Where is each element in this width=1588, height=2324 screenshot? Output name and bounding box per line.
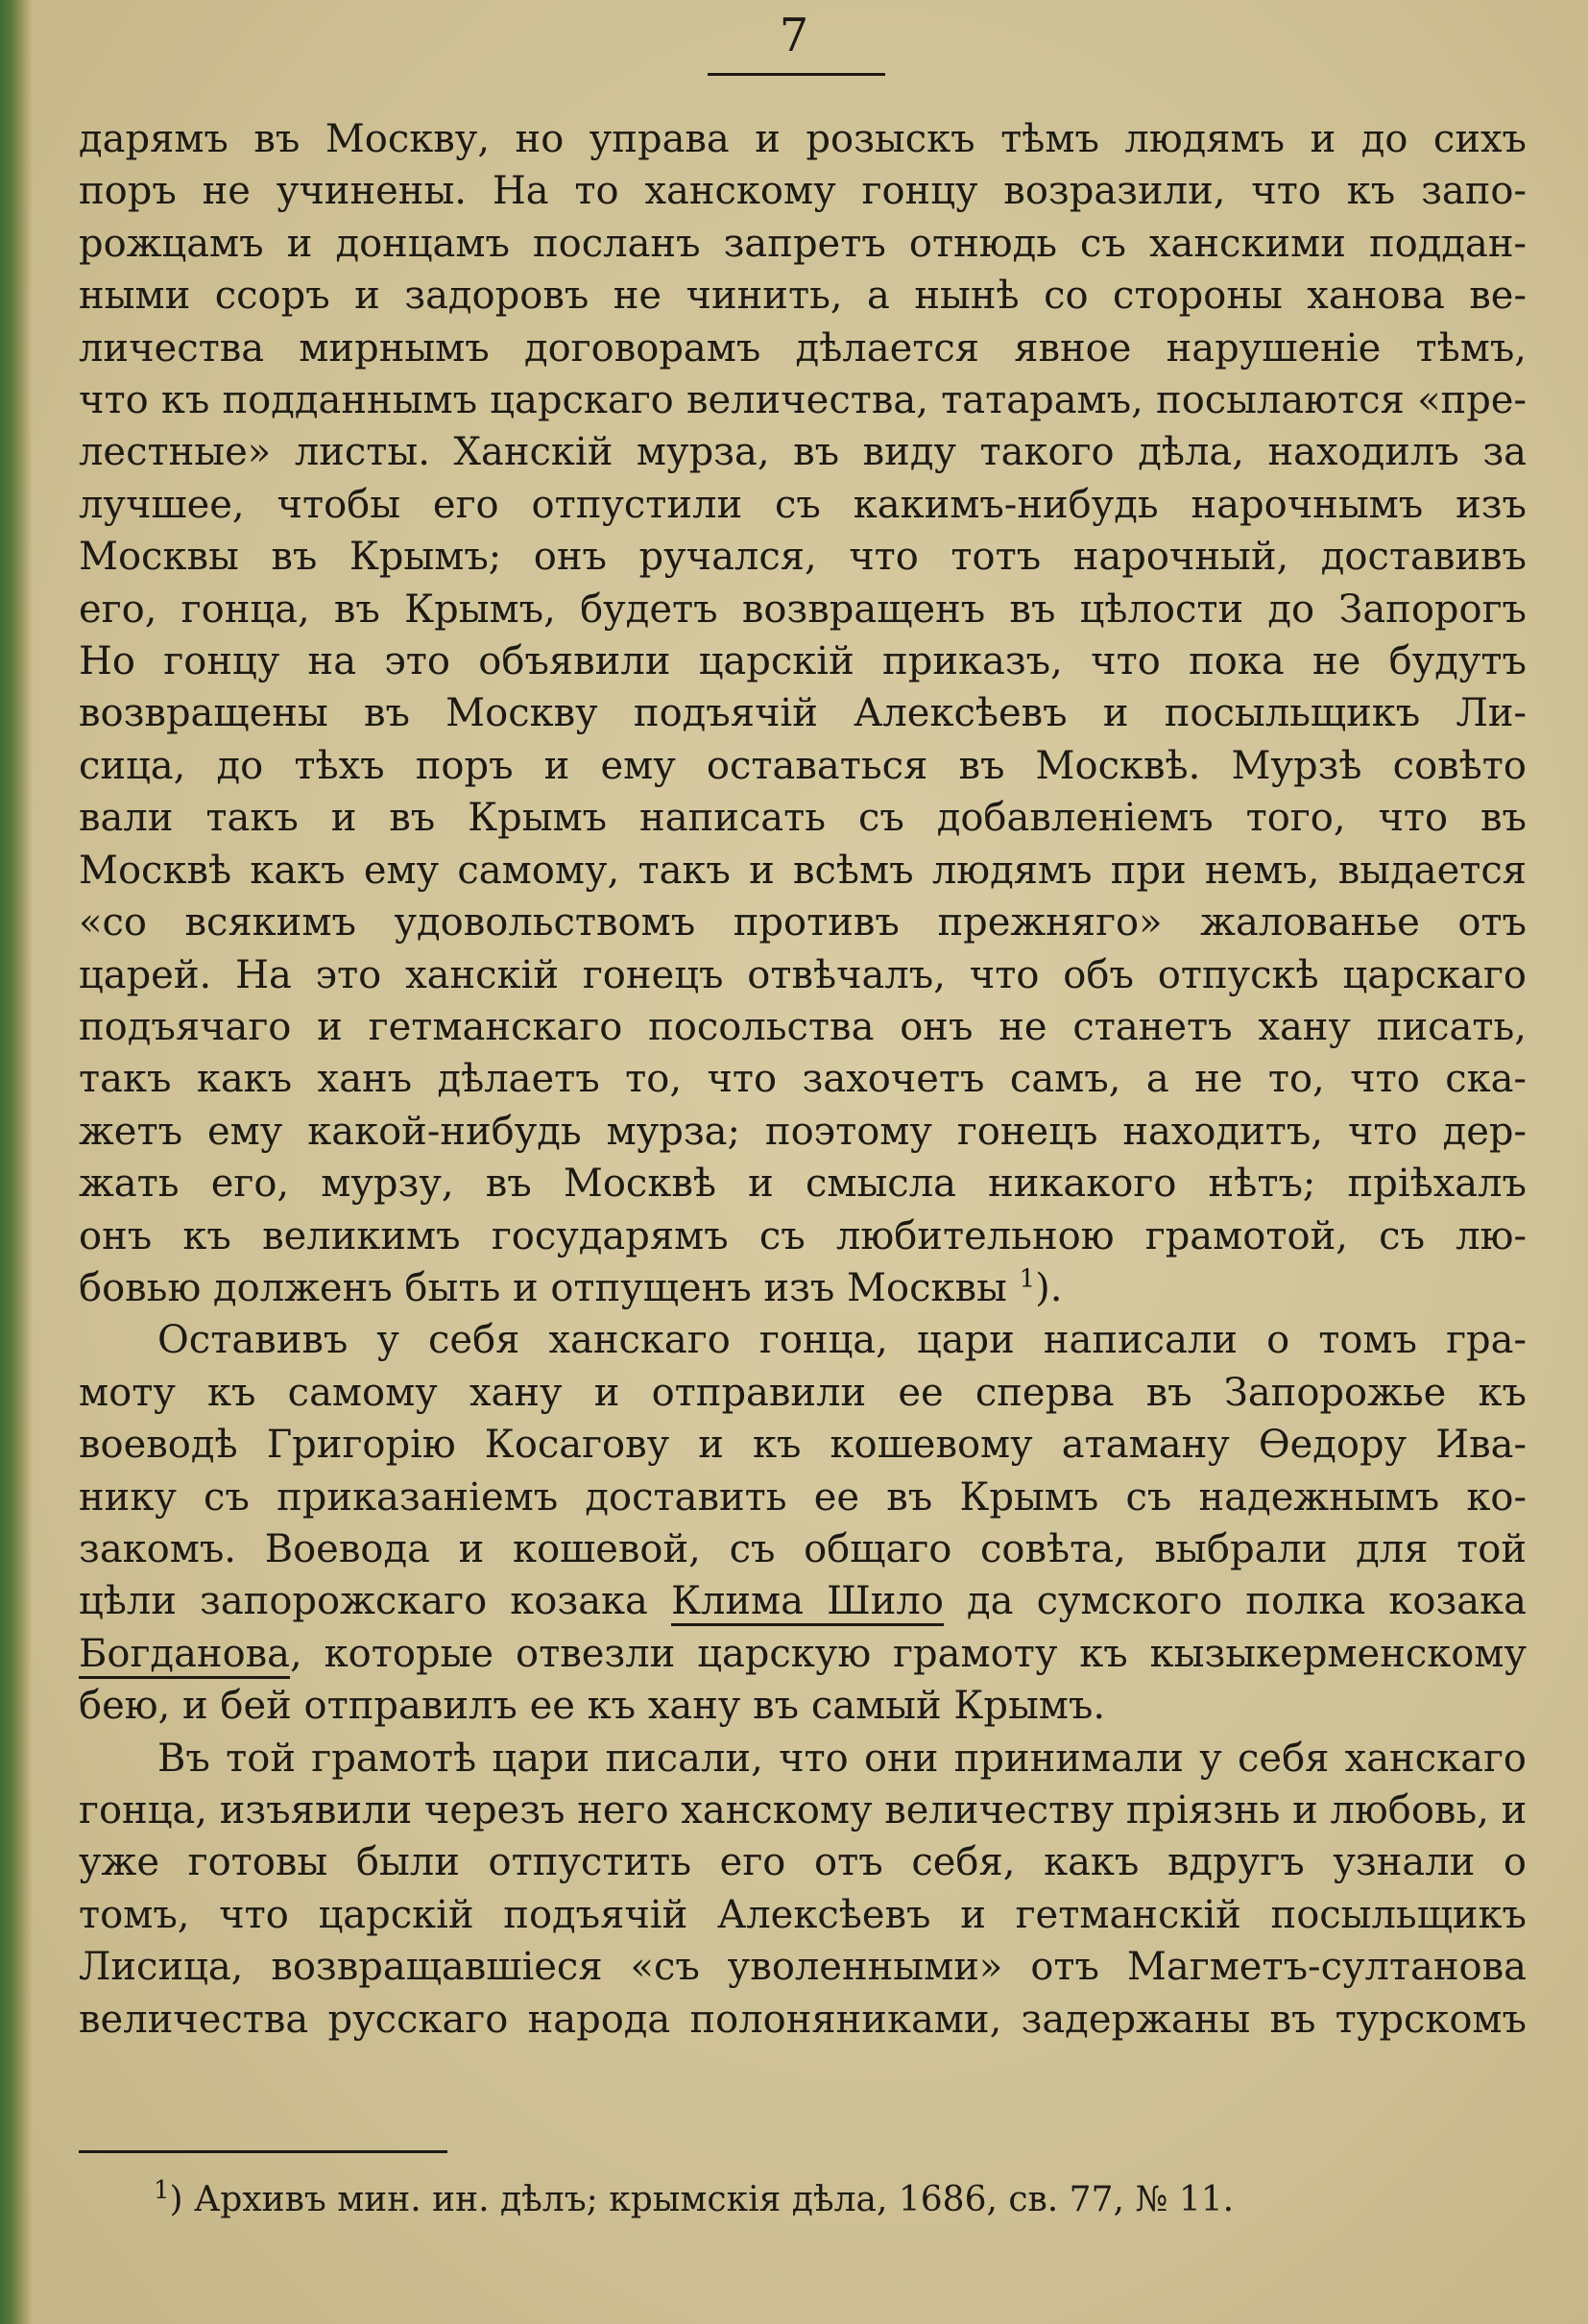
paragraph-1 [79, 113, 1527, 1314]
text-line: лестные» листы. Ханскій мурза, въ виду такого дѣла, находилъ за [79, 430, 1527, 475]
text-line: Москвѣ какъ ему самому, такъ и всѣмъ людямъ при немъ, выдается [79, 848, 1527, 893]
text-line: такъ какъ ханъ дѣлаетъ то, что захочетъ самъ, а не то, что ска- [79, 1057, 1527, 1102]
footnote-rule [79, 2150, 447, 2153]
text-fragment: , которые отвезли царскую грамоту къ кызыкерменскому [290, 1631, 1527, 1676]
text-line [79, 1628, 1527, 1680]
text-line: рожцамъ и донцамъ посланъ запретъ отнюдь съ ханскими поддан- [79, 221, 1527, 266]
text-line: моту къ самому хану и отправили ее сперва въ Запорожье къ [79, 1370, 1527, 1415]
text-line: бею, и бей отправилъ ее къ хану въ самый Крымъ. [79, 1684, 1106, 1729]
text-line: что къ подданнымъ царскаго величества, татарамъ, посылаются «пре- [79, 378, 1527, 423]
text-line [79, 1262, 1527, 1314]
text-fragment: ). [1035, 1265, 1063, 1310]
text-line: вали такъ и въ Крымъ написать съ добавленіемъ того, что въ [79, 796, 1527, 841]
body-text [79, 113, 1527, 2046]
book-spine-edge [0, 0, 33, 2324]
text-line: Въ той грамотѣ цари писали, что они принимали у себя ханскаго [157, 1736, 1527, 1781]
text-line: Но гонцу на это объявили царскій приказъ, что пока не будутъ [79, 639, 1527, 684]
text-line: воеводѣ Григорію Косагову и къ кошевому атаману Ѳедору Ива- [79, 1423, 1527, 1468]
text-line: подъячаго и гетманскаго посольства онъ не станетъ хану писать, [79, 1004, 1527, 1049]
text-line: закомъ. Воевода и кошевой, съ общаго совѣта, выбрали для той [79, 1526, 1527, 1571]
text-line: сица, до тѣхъ поръ и ему оставаться въ Москвѣ. Мурзѣ совѣто [79, 743, 1527, 788]
text-line: онъ къ великимъ государямъ съ любительною грамотой, съ лю- [79, 1213, 1527, 1258]
text-line [79, 1575, 1527, 1627]
underlined-name: Богданова [79, 1632, 290, 1679]
text-fragment: цѣли запорожскаго козака [79, 1579, 672, 1624]
text-line: Лисица, возвращавшіеся «съ уволенными» отъ Магметъ-султанова [79, 1945, 1527, 1990]
footnote [154, 2177, 1306, 2223]
page-number: 7 [779, 9, 809, 62]
text-line: жетъ ему какой-нибудь мурза; поэтому гонецъ находитъ, что дер- [79, 1109, 1527, 1154]
header-rule [708, 73, 885, 76]
text-line: Оставивъ у себя ханскаго гонца, цари написали о томъ гра- [157, 1318, 1527, 1363]
text-line: гонца, изъявили черезъ него ханскому величеству пріязнь и любовь, и [79, 1788, 1527, 1833]
underlined-name: Клима Шило [671, 1579, 944, 1626]
text-line: Москвы въ Крымъ; онъ ручался, что тотъ нарочный, доставивъ [79, 535, 1527, 580]
text-line: его, гонца, въ Крымъ, будетъ возвращенъ въ цѣлости до Запорогъ [79, 587, 1527, 632]
text-line: возвращены въ Москву подъячій Алексѣевъ и посыльщикъ Ли- [79, 691, 1527, 736]
text-line: нику съ приказаніемъ доставить ее въ Крымъ съ надежнымъ ко- [79, 1474, 1527, 1520]
text-line: жать его, мурзу, въ Москвѣ и смысла никакого нѣтъ; пріѣхалъ [79, 1162, 1527, 1207]
text-line: величества русскаго народа полоняниками, задержаны въ турскомъ [79, 1997, 1527, 2042]
footnote-text: ) Архивъ мин. ин. дѣлъ; крымскія дѣла, 1686, св. 77, № 11. [169, 2180, 1235, 2219]
text-line: поръ не учинены. На то ханскому гонцу возразили, что къ запо- [79, 169, 1527, 214]
footnote-mark: 1 [154, 2176, 170, 2205]
text-line: лучшее, чтобы его отпустили съ какимъ-нибудь нарочнымъ изъ [79, 482, 1527, 527]
paragraph-3 [79, 1733, 1527, 2046]
text-fragment: бовью долженъ быть и отпущенъ изъ Москвы [79, 1265, 1007, 1310]
footnote-reference[interactable]: 1 [1019, 1264, 1036, 1294]
text-line: томъ, что царскій подъячій Алексѣевъ и гетманскій посыльщикъ [79, 1892, 1527, 1937]
text-line: дарямъ въ Москву, но управа и розыскъ тѣмъ людямъ и до сихъ [79, 117, 1527, 161]
paragraph-2 [79, 1314, 1527, 1732]
text-line: царей. На это ханскій гонецъ отвѣчалъ, что объ отпускѣ царскаго [79, 952, 1527, 997]
text-fragment: да сумского полка козака [943, 1579, 1527, 1624]
text-line: ными ссоръ и задоровъ не чинить, а нынѣ со стороны ханова ве- [79, 274, 1527, 319]
text-line: личества мирнымъ договорамъ дѣлается явное нарушеніе тѣмъ, [79, 325, 1527, 371]
text-line: «со всякимъ удовольствомъ противъ прежняго» жалованье отъ [79, 900, 1527, 946]
text-line: уже готовы были отпустить его отъ себя, какъ вдругъ узнали о [79, 1840, 1527, 1885]
